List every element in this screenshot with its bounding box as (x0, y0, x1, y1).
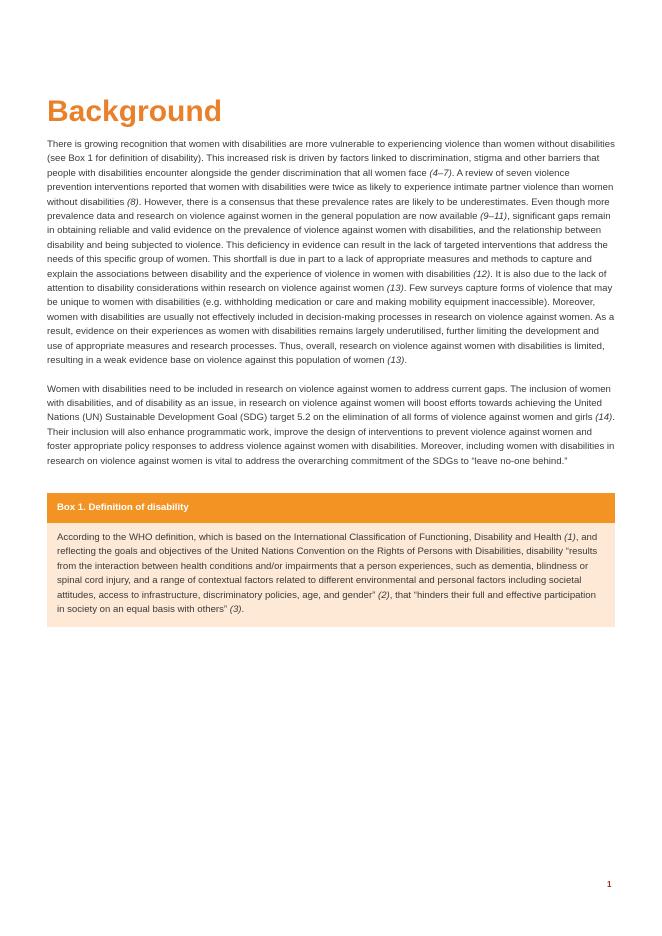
text: . It is also due to the lack of attention to disability considerations within research on violence against women (47, 268, 607, 295)
text: , that “hinders their full and effective participation in society on an equal basis with others” (57, 589, 596, 615)
citation: (2) (378, 589, 390, 601)
citation: (1) (564, 531, 576, 543)
text: , and reflecting the goals and objectives of the United Nations Convention on the Rights of Persons with Disabilities, disability “results from the interaction between health conditions and/or impairments that a person experiences, such as dementia, blindness or spinal cord injury, and a range of contextual factors related to different environmental and personal factors including societal attitudes, access to infrastructure, discriminatory policies, age, and gender” (57, 531, 598, 601)
citation: (9–11) (480, 211, 508, 223)
text: . A review of seven violence prevention interventions reported that women with disabilities were twice as likely to experience intimate partner violence than women without disabilities (47, 167, 614, 208)
text: . Their inclusion will also enhance programmatic work, improve the design of interventions to prevent violence against women and foster appropriate policy responses to address violence against women with disabilities. Moreover, including women with disabilities in research on violence against women is vital to address the overarching commitment of the SDGs to “leave no-one behind.” (47, 412, 615, 467)
citation: (14) (595, 412, 613, 424)
text: There is growing recognition that women with disabilities are more vulnerable to experiencing violence than women without disabilities (see Box 1 for definition of disability). This increased risk is driven by factors linked to discrimination, stigma and other barriers that people with disabilities encounter alongside the gender discrimination that all women face (47, 139, 615, 179)
citation: (13) (386, 283, 404, 295)
box-title: Box 1. Definition of disability (47, 493, 615, 523)
box-text (47, 523, 615, 627)
text: . However, there is a consensus that these prevalence rates are likely to be underestimates. Even though more prevalence data and research on violence against women in the general population are now available (47, 196, 610, 223)
page-content (47, 94, 615, 627)
text: . (404, 355, 407, 367)
citation: (13) (387, 355, 405, 367)
text: According to the WHO definition, which is based on the International Classification of Functioning, Disability and Health (57, 531, 565, 543)
definition-box (47, 493, 615, 627)
text: Women with disabilities need to be included in research on violence against women to address current gaps. The inclusion of women with disabilities, and of disability as an issue, in research on violence against women will boost efforts towards achieving the United Nations (UN) Sustainable Development Goal (SDG) target 5.2 on the elimination of all forms of violence against women and girls (47, 383, 611, 424)
text: . (241, 603, 245, 615)
paragraph-1 (47, 138, 615, 369)
citation: (3) (229, 603, 242, 615)
page-number: 1 (607, 880, 612, 889)
text: . Few surveys capture forms of violence that may be unique to women with disabilities (e.g. withholding medication or care and making mobility equipment inaccessible). Moreover, women with disabilities are usually not effectively included in decision-making processes in research on violence against women. As a result, evidence on their experiences as women with disabilities remains largely underutilised, further limiting the development and use of appropriate measures and research processes. Thus, overall, research on violence against women with disabilities is limited, resulting in a weak evidence base on violence against this population of women (47, 283, 615, 367)
citation: (12) (473, 268, 491, 280)
section-heading: Background (47, 95, 223, 128)
text: , significant gaps remain in obtaining reliable and valid evidence on the prevalence of violence against women with disabilities, and the relationship between disability and being subjected to violence. This deficiency in evidence can result in the lack of targeted interventions that address the needs of this specific group of women. This shortfall is due in part to a lack of appropriate measures and methods to capture and explain the associations between disability and the experience of violence in women with disabilities (47, 211, 611, 280)
citation: (8) (127, 196, 139, 208)
citation: (4–7) (429, 167, 452, 179)
paragraph-2 (47, 383, 615, 469)
